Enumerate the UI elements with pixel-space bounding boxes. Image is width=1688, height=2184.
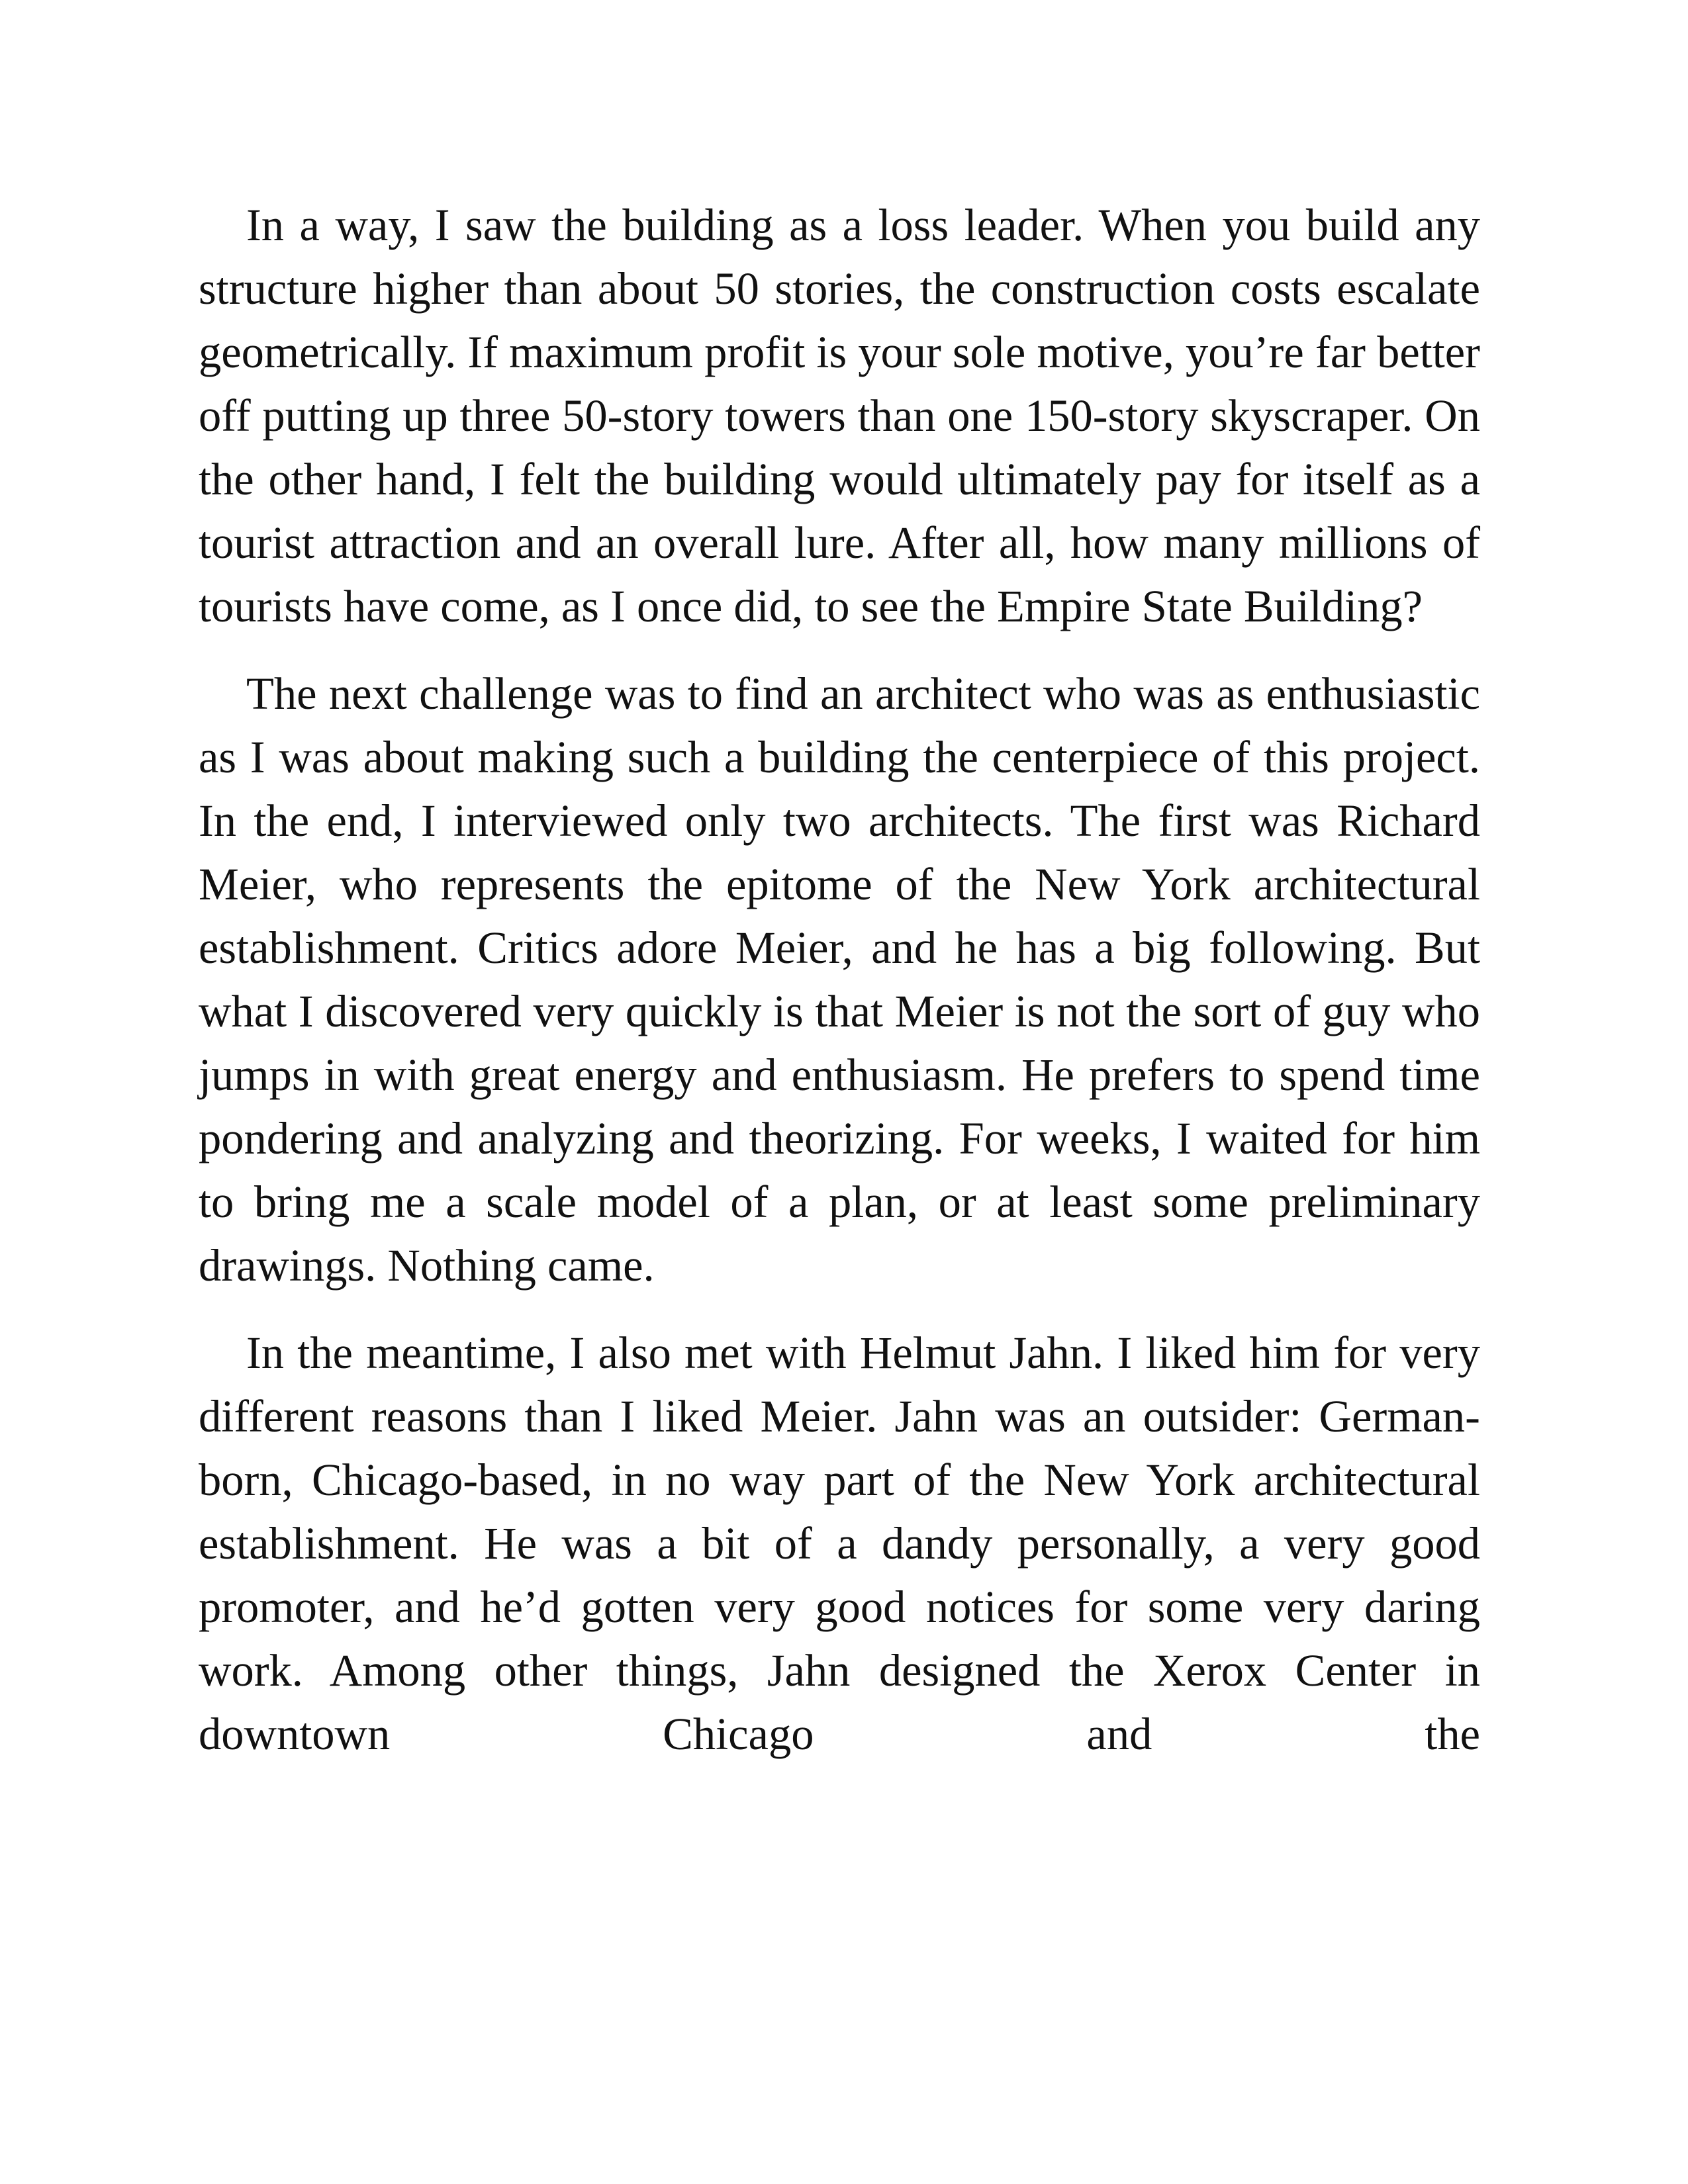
paragraph-loss-leader: In a way, I saw the building as a loss leader. When you build any structure higher than about 50 stories, the construction costs escalate geometrically. If maximum profit is your sole motive, you’re far better off putting up three 50-story towers than one 150-story skyscraper. On the other hand, I felt the building would ultimately pay for itself as a tourist attraction and an overall lure. After all, how many millions of tourists have come, as I once did, to see the Empire State Building?	[199, 200, 1480, 631]
document-page	[199, 193, 1480, 1790]
paragraph-architect-search: The next challenge was to find an architect who was as enthusiastic as I was about making such a building the centerpiece of this project. In the end, I interviewed only two architects. The first was Richard Meier, who represents the epitome of the New York architectural establishment. Critics adore Meier, and he has a big following. But what I discovered very quickly is that Meier is not the sort of guy who jumps in with great energy and enthusiasm. He prefers to spend time pondering and analyzing and theorizing. For weeks, I waited for him to bring me a scale model of a plan, or at least some preliminary drawings. Nothing came.	[199, 668, 1480, 1291]
paragraph-helmut-jahn: In the meantime, I also met with Helmut Jahn. I liked him for very different reasons than I liked Meier. Jahn was an outsider: German-born, Chicago-based, in no way part of the New York architectural establishment. He was a bit of a dandy personally, a very good promoter, and he’d gotten very good notices for some very daring work. Among other things, Jahn designed the Xerox Center in downtown Chicago and the	[199, 1328, 1480, 1759]
